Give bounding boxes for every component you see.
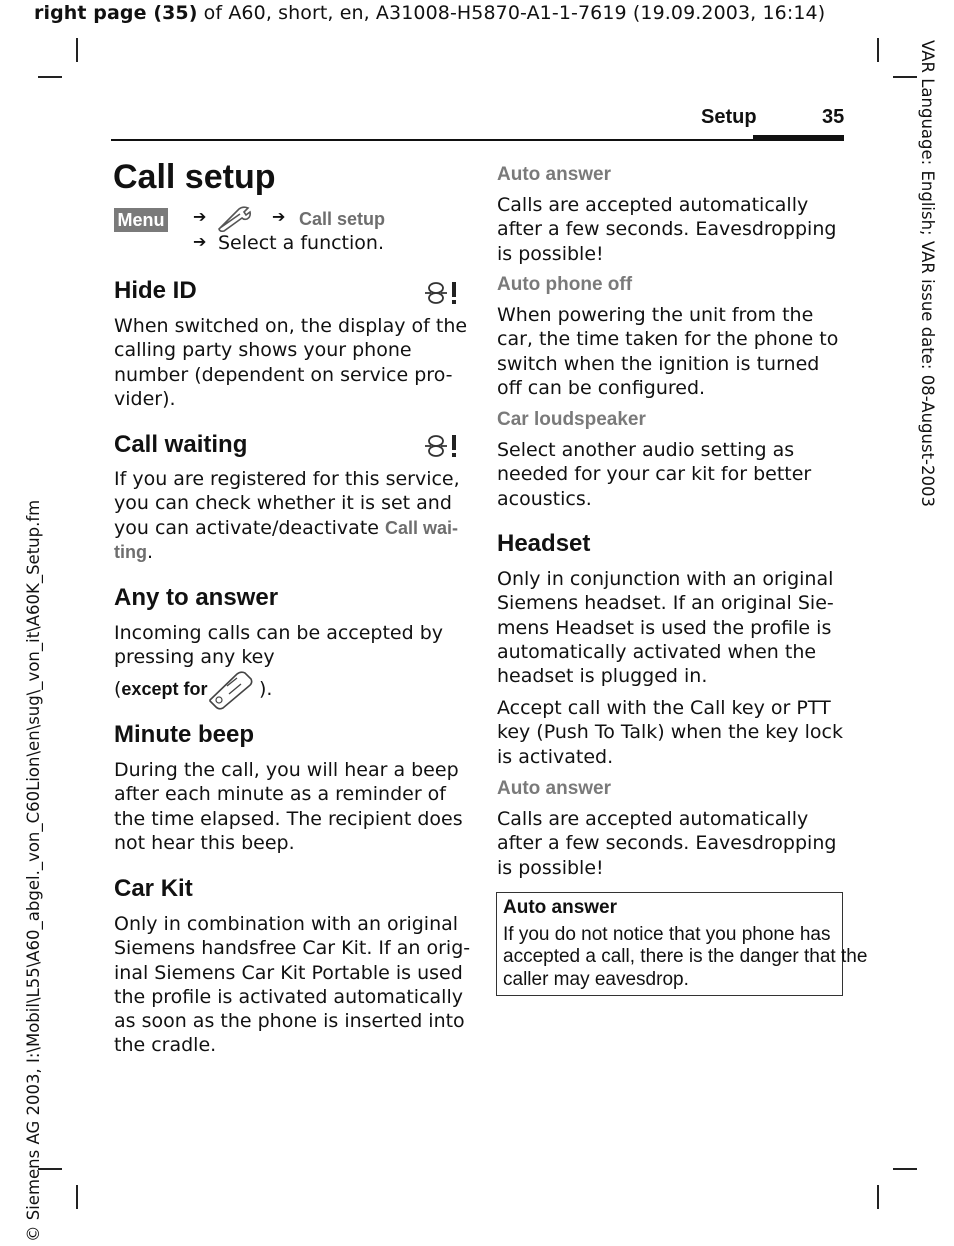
running-header-page-number: 35 xyxy=(822,106,845,128)
menu-item-call-setup: Call setup xyxy=(299,209,386,229)
network-service-icon xyxy=(423,432,459,464)
text-line: is activated. xyxy=(497,745,614,768)
page-title: Call setup xyxy=(113,158,276,196)
arrow-icon: ➔ xyxy=(193,207,207,226)
crop-mark xyxy=(877,38,879,62)
heading-car-loudspeaker: Car loudspeaker xyxy=(497,409,646,430)
heading-hide-id: Hide ID xyxy=(114,277,197,304)
running-header-section: Setup xyxy=(701,106,757,128)
text-line: acoustics. xyxy=(497,487,592,510)
menu-ref-call-waiting: ting xyxy=(114,541,147,562)
text-line: Only in conjunction with an original xyxy=(497,568,834,590)
warning-line: If you do not notice that you phone has xyxy=(503,923,831,945)
side-note-right: VAR Language: English; VAR issue date: 08-August-2003 xyxy=(918,40,937,507)
text-line: off can be configured. xyxy=(497,376,706,399)
except-label: except for xyxy=(121,679,208,699)
heading-any-to-answer: Any to answer xyxy=(114,584,279,611)
warning-line: caller may eavesdrop. xyxy=(503,968,689,990)
warning-box xyxy=(496,892,868,996)
crop-mark xyxy=(76,38,78,62)
text-line: If you are registered for this service, xyxy=(114,468,460,490)
text-line: Calls are accepted automatically xyxy=(497,194,809,216)
text-line: not hear this beep. xyxy=(114,831,295,854)
text-line: is possible! xyxy=(497,856,604,879)
hide-id-text xyxy=(114,314,468,411)
text-line: key (Push To Talk) when the key lock xyxy=(497,721,843,744)
text-line: automatically activated when the xyxy=(497,640,817,663)
text-line: after a few seconds. Eavesdropping xyxy=(497,832,837,855)
car-kit-text xyxy=(114,912,471,1058)
print-header xyxy=(34,2,825,24)
text-fragment: you can activate/deactivate xyxy=(114,516,386,539)
any-to-answer-text xyxy=(114,621,459,670)
warning-title: Auto answer xyxy=(503,897,618,918)
heading-headset: Headset xyxy=(497,530,591,557)
heading-minute-beep: Minute beep xyxy=(114,721,255,748)
heading-car-kit: Car Kit xyxy=(114,875,193,902)
text-line: When powering the unit from the xyxy=(497,304,814,326)
text-line: needed for your car kit for better xyxy=(497,463,812,486)
auto-answer-text xyxy=(497,807,842,880)
text-line: Incoming calls can be accepted by xyxy=(114,622,444,644)
text-line: Siemens headset. If an original Sie- xyxy=(497,592,834,615)
crop-mark xyxy=(893,1168,917,1170)
text-line: inal Siemens Car Kit Portable is used xyxy=(114,961,463,984)
network-service-icon xyxy=(423,279,459,311)
text-line: During the call, you will hear a beep xyxy=(114,759,459,781)
crop-mark xyxy=(38,76,62,78)
text-line: Siemens handsfree Car Kit. If an orig- xyxy=(114,937,471,960)
text-line: When switched on, the display of the xyxy=(114,315,468,337)
text-line: vider). xyxy=(114,387,176,410)
text-line: Accept call with the Call key or PTT xyxy=(497,697,831,719)
text-fragment: ( xyxy=(114,678,122,700)
crop-mark xyxy=(877,1185,879,1209)
text-line: the time elapsed. The recipient does xyxy=(114,807,463,830)
crop-mark xyxy=(893,76,917,78)
auto-phone-off-text xyxy=(497,303,842,400)
heading-auto-phone-off: Auto phone off xyxy=(497,274,633,295)
instruction-text: Select a function. xyxy=(218,232,384,254)
text-line: Select another audio setting as xyxy=(497,439,795,461)
text-line: the profile is activated automatically xyxy=(114,985,463,1008)
arrow-icon: ➔ xyxy=(193,232,207,251)
side-note-left: © Siemens AG 2003, I:\Mobil\L55\A60_abgel._von_C60Lion\en\sug\_von_it\A60K_Setup.fm xyxy=(24,499,43,1242)
heading-auto-answer: Auto answer xyxy=(497,778,612,799)
menu-ref-call-waiting: Call wai- xyxy=(385,517,459,538)
text-line: headset is plugged in. xyxy=(497,665,708,688)
menu-key: Menu xyxy=(114,208,168,232)
headset-text-2 xyxy=(497,696,842,769)
except-line xyxy=(114,678,207,700)
header-rule-accent xyxy=(753,135,844,141)
crop-mark xyxy=(76,1185,78,1209)
text-line: number (dependent on service pro- xyxy=(114,363,453,386)
heading-auto-answer: Auto answer xyxy=(497,164,612,185)
arrow-icon: ➔ xyxy=(272,207,286,226)
auto-answer-text xyxy=(497,193,842,266)
car-loudspeaker-text xyxy=(497,438,842,511)
text-line: switch when the ignition is turned xyxy=(497,352,820,375)
text-line: is possible! xyxy=(497,242,604,265)
warning-line: accepted a call, there is the danger that the xyxy=(503,946,868,967)
text-line: Calls are accepted automatically xyxy=(497,808,809,830)
heading-call-waiting: Call waiting xyxy=(114,431,248,458)
end-call-key-icon xyxy=(207,670,255,714)
header-rule xyxy=(111,139,844,141)
text-line: calling party shows your phone xyxy=(114,339,412,362)
text-line: pressing any key xyxy=(114,646,275,669)
text-line: Only in combination with an original xyxy=(114,913,459,935)
text-fragment: . xyxy=(147,540,154,563)
text-line xyxy=(114,516,459,540)
text-line: you can check whether it is set and xyxy=(114,492,452,515)
print-header-page: right page (35) xyxy=(34,2,198,24)
text-line: car, the time taken for the phone to xyxy=(497,328,839,351)
text-line: the cradle. xyxy=(114,1034,217,1057)
text-line: mens Headset is used the profile is xyxy=(497,616,832,639)
text-line: after each minute as a reminder of xyxy=(114,783,446,806)
minute-beep-text xyxy=(114,758,463,855)
text-line xyxy=(114,540,459,564)
call-waiting-text xyxy=(114,467,459,564)
headset-text xyxy=(497,567,842,688)
text-line: after a few seconds. Eavesdropping xyxy=(497,218,837,241)
print-header-info: of A60, short, en, A31008-H5870-A1-1-7619 (19.09.2003, 16:14) xyxy=(197,2,826,24)
except-close: ). xyxy=(259,678,273,700)
text-line: as soon as the phone is inserted into xyxy=(114,1010,465,1033)
